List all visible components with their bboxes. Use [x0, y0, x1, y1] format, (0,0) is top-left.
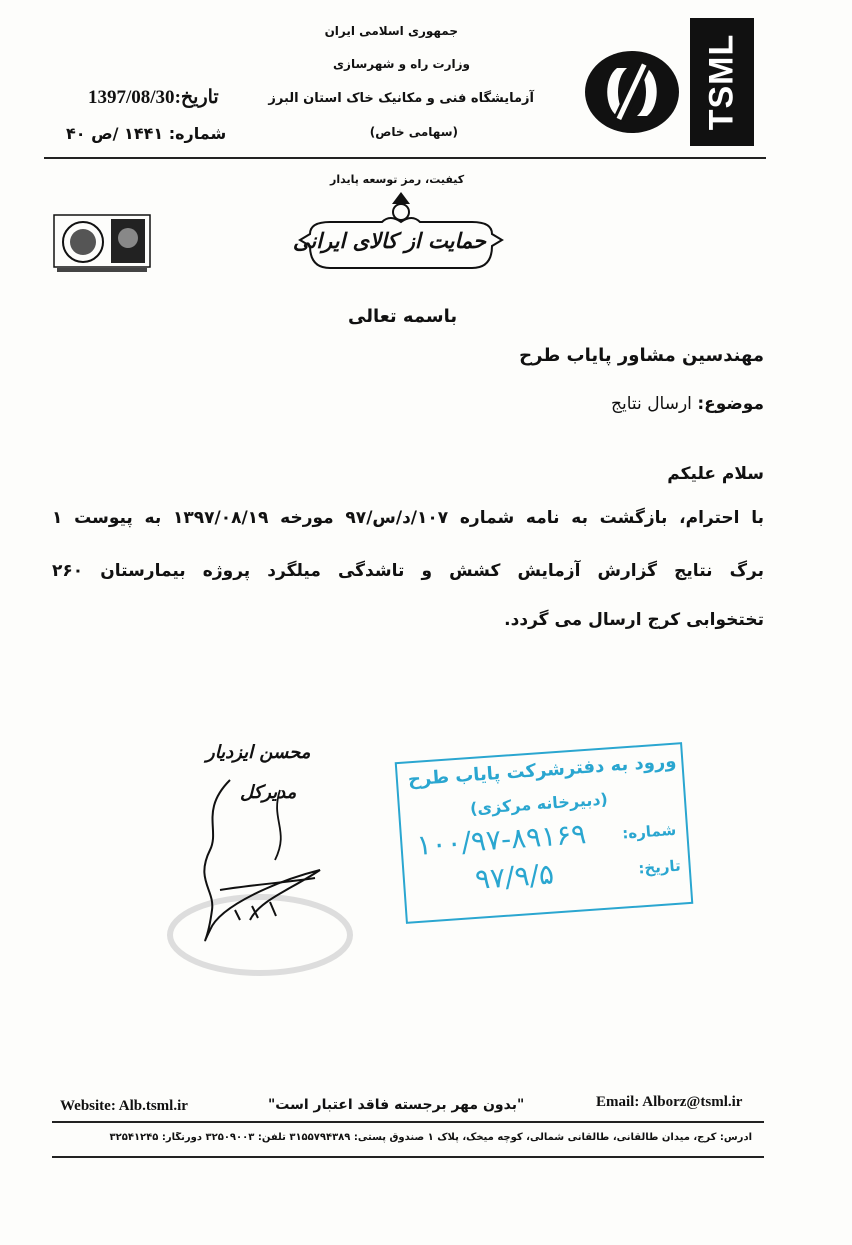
- subject-value: ارسال نتایج: [611, 394, 692, 414]
- org-line-1: جمهوری اسلامی ایران: [324, 24, 458, 38]
- subject-label: موضوع:: [697, 394, 764, 414]
- certification-seals-icon: [53, 214, 151, 274]
- date-label: تاریخ:: [174, 87, 219, 108]
- subject: [611, 394, 764, 414]
- invocation: باسمه تعالی: [348, 306, 458, 327]
- stamp-subtitle: (دبیرخانه مرکزی): [469, 789, 609, 819]
- signer-title: مدیرکل: [240, 782, 297, 803]
- slogan-top: کیفیت، رمز توسعه پایدار: [330, 173, 465, 186]
- letter-date: [88, 86, 219, 109]
- body-line-1: با احترام، بازگشت به نامه شماره ۱۰۷/د/س/۹۷ مورخه ۱۳۹۷/۰۸/۱۹ به پیوست ۱: [52, 508, 764, 528]
- stamp-number-value: ۱۰۰/۹۷-۸۹۱۶۹: [415, 817, 588, 862]
- header-rule: [44, 157, 766, 159]
- stamp-number-label: شماره:: [621, 820, 677, 843]
- footer-rule-top: [52, 1121, 764, 1123]
- footer-email: Email: Alborz@tsml.ir: [596, 1094, 743, 1110]
- number-label: شماره:: [168, 124, 227, 143]
- tsml-logo: [690, 18, 754, 146]
- body-line-2: برگ نتایج گزارش آزمایش کشش و تاشدگی میلگرد پروژه بیمارستان ۲۶۰: [52, 561, 764, 581]
- signer-name: محسن ایزدیار: [206, 742, 311, 763]
- recipient: مهندسین مشاور پایاب طرح: [519, 345, 764, 366]
- stamp-title: ورود به دفترشرکت پایاب طرح: [407, 750, 678, 791]
- footer-website: Website: Alb.tsml.ir: [60, 1098, 188, 1114]
- date-value: 1397/08/30: [88, 87, 175, 108]
- lab-emblem-icon: [582, 48, 682, 136]
- footer-note: "بدون مهر برجسته فاقد اعتبار است": [268, 1097, 525, 1113]
- stamp-date-value: ۹۷/۹/۵: [473, 857, 556, 896]
- handwritten-signature-icon: [140, 770, 380, 1000]
- logo-text: TSML: [702, 33, 741, 131]
- stamp-date-label: تاریخ:: [637, 856, 682, 878]
- body-line-3: تختخوابی کرج ارسال می گردد.: [504, 610, 764, 630]
- org-line-2: وزارت راه و شهرسازی: [333, 57, 470, 71]
- org-line-3: آزمایشگاه فنی و مکانیک خاک استان البرز: [268, 91, 534, 106]
- receipt-stamp: [395, 742, 694, 924]
- letter-number: [66, 124, 226, 143]
- org-line-4: (سهامی خاص): [369, 125, 458, 139]
- footer-address: آدرس: کرج، میدان طالقانی، طالقانی شمالی، کوچه میخک، پلاک ۱ صندوق پستی: ۳۱۵۵۷۹۴۳۸۹ تلفن: ۳۲۵۰۹۰۰۳ دورنگار: ۳۲۵۴۱۲۴۵: [109, 1132, 752, 1143]
- slogan-main: حمایت از کالای ایرانی: [292, 228, 486, 253]
- greeting: سلام علیکم: [667, 464, 764, 484]
- number-value: ۱۴۴۱ /ص ۴۰: [66, 124, 164, 143]
- footer-rule-bottom: [52, 1156, 764, 1158]
